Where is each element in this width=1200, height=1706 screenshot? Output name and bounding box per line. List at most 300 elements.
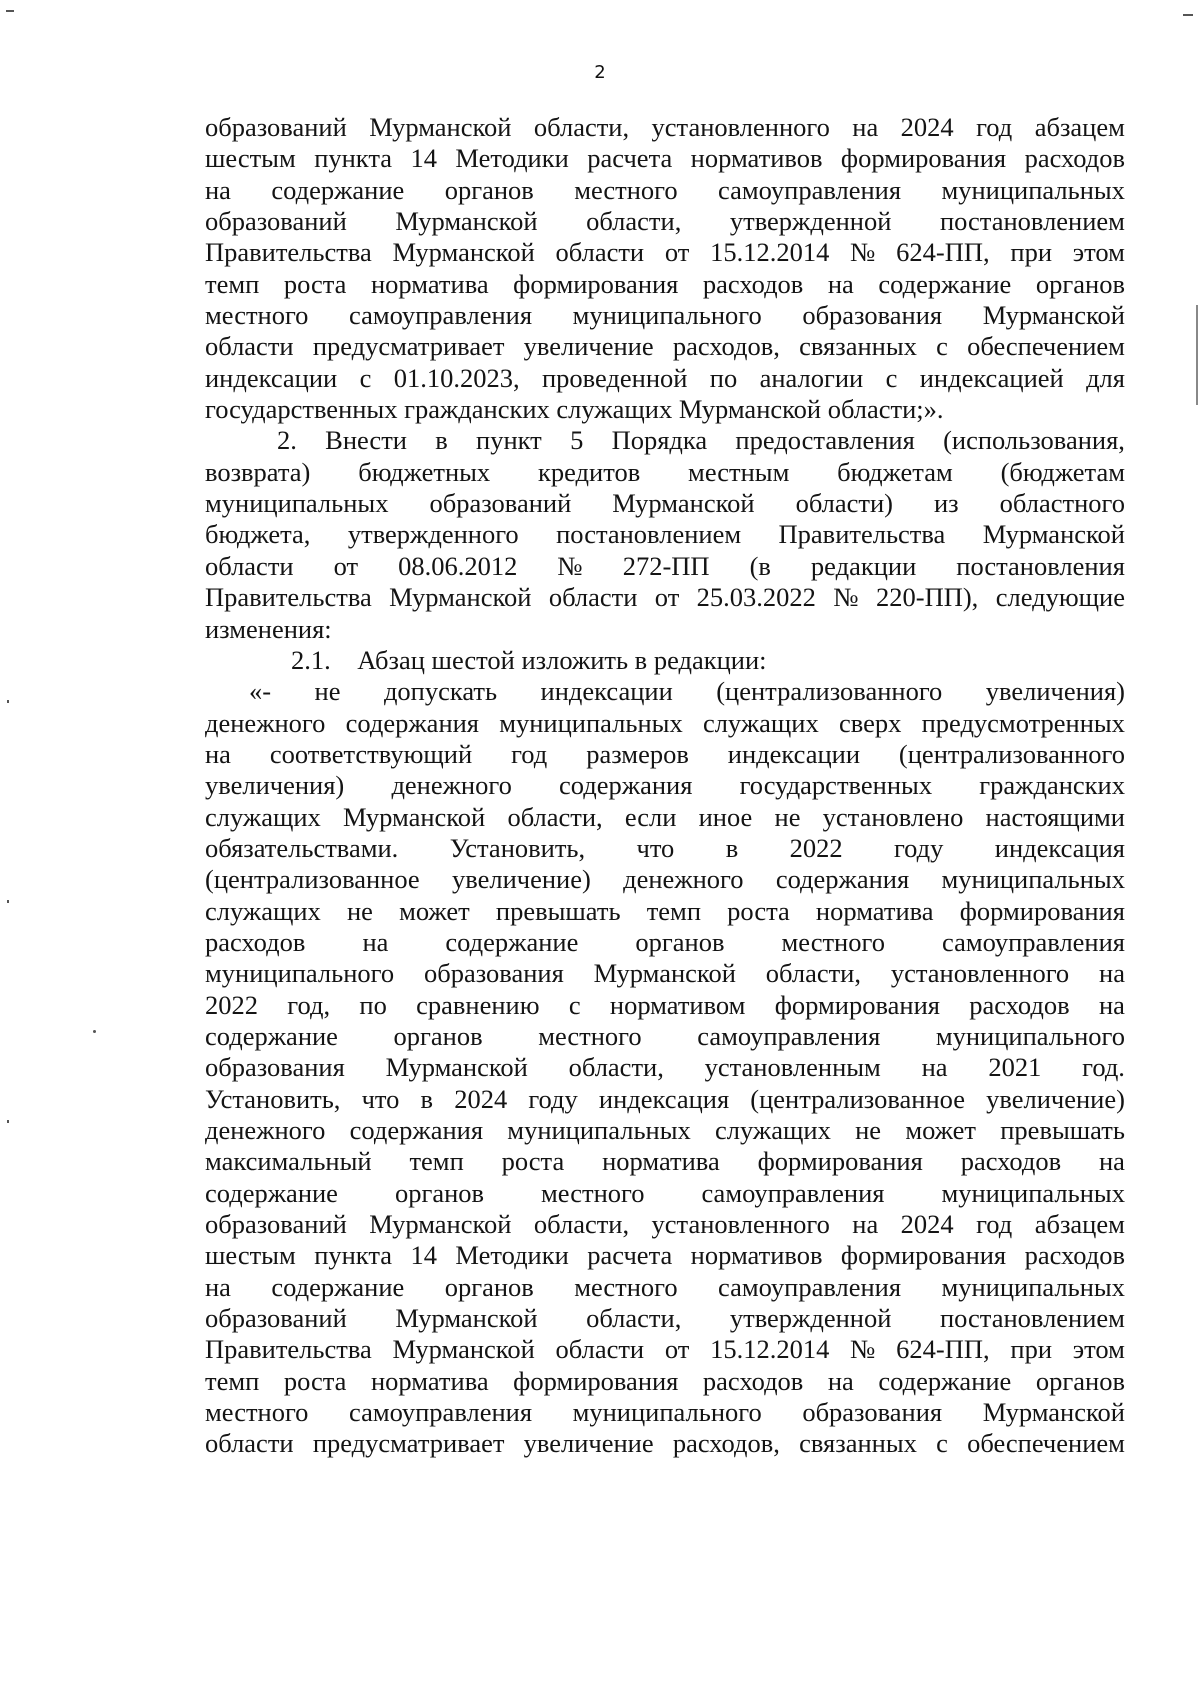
word: муниципального <box>572 1397 762 1428</box>
word: 272-ПП <box>622 550 710 581</box>
word: иное <box>698 801 753 832</box>
text-line <box>205 927 1125 958</box>
text-line <box>205 269 1125 300</box>
word: содержание <box>271 174 405 205</box>
word: обязательствами. <box>205 832 399 863</box>
word: абзацем <box>1034 112 1125 142</box>
text-line <box>205 457 1125 488</box>
word: содержания <box>345 707 479 738</box>
scan-mark-top-right <box>1183 14 1193 16</box>
word: нормативов <box>690 1240 823 1271</box>
word: самоуправления <box>349 300 533 331</box>
word: муниципальных <box>941 1271 1125 1302</box>
text-line <box>205 206 1125 237</box>
word: индексация <box>598 1083 730 1114</box>
word: формирования <box>840 1240 1007 1271</box>
word: сравнению <box>416 989 540 1020</box>
word: постановлением <box>556 519 742 550</box>
word: Мурманской <box>395 206 538 237</box>
word: с <box>936 1428 948 1459</box>
text-line <box>205 1334 1125 1365</box>
word: (в <box>749 550 771 581</box>
word: увеличение <box>523 1428 654 1459</box>
word: области) <box>795 488 893 519</box>
word: не <box>855 1115 882 1145</box>
text-line <box>205 708 1125 739</box>
word: муниципальных <box>941 174 1125 205</box>
word: области, <box>568 1052 664 1083</box>
word: расходов <box>969 989 1070 1020</box>
word: органов <box>444 1271 534 1302</box>
word: роста <box>501 1146 565 1177</box>
text-line <box>205 1303 1125 1334</box>
word: постановлением <box>939 206 1125 237</box>
word: расходов <box>960 1146 1062 1177</box>
word: области, <box>586 206 682 237</box>
word: денежного <box>205 1115 326 1145</box>
word: служащих <box>715 1115 831 1145</box>
word: год <box>976 1209 1013 1240</box>
word: Мурманской <box>385 1052 528 1083</box>
word: самоуправления <box>697 1020 881 1051</box>
text-line <box>205 1178 1125 1209</box>
word: (централизованного <box>898 738 1125 769</box>
word: 2. <box>277 425 297 456</box>
word: 220-ПП), <box>876 582 979 613</box>
word: образований <box>205 112 347 142</box>
word: на <box>362 926 389 957</box>
text-line <box>205 551 1125 582</box>
text-line <box>205 331 1125 362</box>
text-line <box>205 175 1125 206</box>
word: расходов <box>1024 1240 1125 1271</box>
word: связанных <box>799 331 917 362</box>
word: образования <box>423 958 564 989</box>
word: 14 <box>410 1240 437 1271</box>
word: расходов, <box>672 1428 780 1459</box>
word: образования <box>802 300 943 331</box>
word: не <box>314 676 341 707</box>
word: на <box>205 1271 231 1302</box>
word: что <box>636 832 675 863</box>
word: содержания <box>559 770 693 801</box>
word: области <box>205 1428 294 1459</box>
word: 624-ПП, <box>896 1334 990 1365</box>
word: из <box>934 488 959 519</box>
word: органов <box>444 174 534 205</box>
word: обеспечением <box>967 1428 1125 1459</box>
word: предусмотренных <box>921 707 1125 738</box>
word: местного <box>541 1177 645 1208</box>
word: самоуправления <box>718 1271 902 1302</box>
word: расходов <box>205 926 306 957</box>
word: Мурманской <box>342 801 486 832</box>
text-line <box>205 143 1125 174</box>
text-line <box>205 1366 1125 1397</box>
word: образования <box>802 1397 943 1428</box>
word: следующие <box>995 582 1125 613</box>
word: Мурманской <box>982 519 1125 550</box>
word: темп <box>205 1365 260 1396</box>
text-line <box>205 958 1125 989</box>
text-line <box>205 488 1125 519</box>
word: допускать <box>383 676 498 707</box>
word: образований <box>429 488 572 519</box>
word: муниципальных <box>941 864 1125 895</box>
word: на <box>827 268 854 299</box>
text-line <box>205 802 1125 833</box>
word: содержание <box>271 1271 405 1302</box>
word: Внести <box>325 425 407 456</box>
word: (централизованное <box>750 1083 965 1114</box>
word: 08.06.2012 <box>398 550 518 581</box>
word: 2022 <box>205 989 258 1020</box>
text-line <box>205 896 1125 927</box>
word: Мурманской <box>395 1303 538 1334</box>
word: (централизованное <box>205 864 420 895</box>
word: расходов <box>702 1365 804 1396</box>
word: в <box>435 425 448 456</box>
word: на <box>852 112 879 142</box>
word: норматива <box>370 268 489 299</box>
word: образования <box>205 1052 345 1083</box>
word: увеличения) <box>205 770 345 801</box>
word: образований <box>205 1303 347 1334</box>
word: области <box>205 550 294 581</box>
word: может <box>905 1115 976 1145</box>
word: что <box>361 1083 400 1114</box>
word: на <box>921 1052 948 1083</box>
word: Мурманской <box>392 1334 535 1365</box>
word: области, <box>533 112 630 142</box>
text-line: государственных гражданских служащих Мурманской области;». <box>205 394 944 425</box>
text-line <box>205 519 1125 550</box>
word: году <box>893 832 944 863</box>
word: на <box>852 1209 879 1240</box>
word: постановлением <box>939 1303 1125 1334</box>
word: служащих <box>702 707 819 738</box>
word: на <box>1098 989 1125 1020</box>
word: муниципального <box>205 958 395 989</box>
word: году <box>528 1083 578 1114</box>
word: на <box>827 1365 854 1396</box>
word: на <box>205 174 231 205</box>
scan-mark-left-3 <box>7 1120 9 1123</box>
word: формирования <box>774 989 940 1020</box>
word: области, <box>765 958 861 989</box>
text-line <box>205 1209 1125 1240</box>
word: индексации <box>727 738 860 769</box>
word: (бюджетам <box>1000 456 1125 487</box>
word: сверх <box>838 707 902 738</box>
word: с <box>885 362 898 393</box>
word: Мурманской <box>389 582 532 613</box>
word: превышать <box>1000 1115 1125 1145</box>
word: Мурманской <box>392 237 535 268</box>
word: № <box>850 237 876 268</box>
text-line <box>205 833 1125 864</box>
word: содержание <box>878 1365 1012 1396</box>
scan-mark-left-2 <box>7 900 9 903</box>
page-number: 2 <box>594 62 606 83</box>
word: государственных <box>739 770 933 801</box>
word: Мурманской <box>593 958 736 989</box>
word: постановления <box>956 550 1125 581</box>
word: Правительства <box>205 582 372 613</box>
word: норматива <box>370 1365 489 1396</box>
word: местного <box>574 174 678 205</box>
word: если <box>624 801 677 832</box>
word: роста <box>283 1365 347 1396</box>
word: Установить, <box>449 832 586 863</box>
word: установлено <box>822 801 964 832</box>
word: год, <box>287 989 331 1020</box>
word: может <box>399 895 470 926</box>
word: содержания <box>775 864 910 895</box>
word: самоуправления <box>349 1397 533 1428</box>
word: от <box>333 550 359 581</box>
scan-mark-left-1 <box>7 700 9 703</box>
word: Методики <box>455 1240 569 1271</box>
text-line <box>205 1052 1125 1083</box>
word: 2022 <box>789 832 843 863</box>
word: 2021 <box>988 1052 1042 1083</box>
word: муниципальных <box>941 1177 1125 1208</box>
word: расходов <box>702 268 804 299</box>
text-line <box>205 363 1125 394</box>
word: органов <box>393 1020 483 1051</box>
word: денежного <box>205 707 326 738</box>
document-body <box>205 112 1125 1460</box>
word: этом <box>1072 237 1125 268</box>
word: органов <box>1035 1365 1125 1396</box>
word: содержания <box>349 1115 484 1145</box>
word: самоуправления <box>701 1177 885 1208</box>
word: муниципальных <box>499 707 683 738</box>
word: формирования <box>840 143 1007 174</box>
word: служащих <box>205 801 321 832</box>
text-line <box>205 300 1125 331</box>
word: денежного <box>391 770 512 801</box>
word: формирования <box>513 1365 679 1396</box>
word: органов <box>394 1177 485 1208</box>
text-line <box>205 864 1125 895</box>
word: служащих <box>205 895 321 926</box>
word: местного <box>205 300 309 331</box>
word: индексацией <box>919 362 1064 393</box>
word: темп <box>205 268 260 299</box>
word: пункт <box>476 425 542 456</box>
word: пункта <box>314 143 392 174</box>
word: «- <box>249 676 272 707</box>
word: пункта <box>314 1240 392 1271</box>
word: предоставления <box>735 425 915 456</box>
word: утвержденного <box>347 519 519 550</box>
word: на <box>205 738 231 769</box>
word: норматива <box>815 895 934 926</box>
word: индексации <box>540 676 673 707</box>
text-line <box>205 1021 1125 1052</box>
word: шестым <box>205 1240 296 1271</box>
word: областного <box>999 488 1125 519</box>
word: № <box>850 1334 876 1365</box>
scan-dot <box>93 1030 96 1033</box>
word: с <box>568 989 581 1020</box>
word: образований <box>205 1209 347 1240</box>
word: формирования <box>513 268 679 299</box>
word: абзацем <box>1034 1209 1125 1240</box>
word: год <box>511 738 548 769</box>
word: местного <box>205 1397 309 1428</box>
word: предусматривает <box>312 331 505 362</box>
word: области <box>555 237 645 268</box>
word: расходов <box>1024 143 1125 174</box>
word: денежного <box>623 864 744 895</box>
word: бюджетам <box>837 456 953 487</box>
text-line: 2.1. Абзац шестой изложить в редакции: <box>291 644 767 675</box>
word: № <box>833 582 859 613</box>
word: области <box>548 582 638 613</box>
word: норматива <box>602 1146 720 1177</box>
word: бюджетных <box>358 456 491 487</box>
word: утвержденной <box>729 206 892 237</box>
text-line <box>205 770 1125 801</box>
word: при <box>1010 237 1053 268</box>
word: по <box>709 362 738 393</box>
word: бюджета, <box>205 519 311 550</box>
word: Правительства <box>205 1334 372 1365</box>
word: местного <box>781 926 885 957</box>
word: 624-ПП, <box>896 237 990 268</box>
word: органов <box>1035 268 1125 299</box>
word: предусматривает <box>312 1428 505 1459</box>
text-line <box>205 676 1125 707</box>
word: роста <box>283 268 347 299</box>
word: на <box>1098 1146 1125 1177</box>
text-line <box>205 1428 1125 1459</box>
word: расчета <box>587 143 673 174</box>
word: органов <box>635 926 725 957</box>
word: роста <box>727 895 790 926</box>
word: Методики <box>455 143 569 174</box>
word: местного <box>538 1020 642 1051</box>
word: муниципального <box>935 1020 1125 1051</box>
word: превышать <box>495 895 621 926</box>
word: образований <box>205 206 347 237</box>
word: установленным <box>704 1052 881 1083</box>
word: при <box>1010 1334 1053 1365</box>
scan-mark-right-edge <box>1196 305 1198 405</box>
word: установленного <box>651 112 830 142</box>
word: увеличения) <box>985 676 1125 707</box>
text-line <box>205 1084 1125 1115</box>
word: обеспечением <box>967 331 1125 362</box>
word: местным <box>688 456 790 487</box>
word: связанных <box>799 1428 917 1459</box>
word: гражданских <box>979 770 1125 801</box>
word: размеров <box>586 738 689 769</box>
word: от <box>664 1334 690 1365</box>
word: 5 <box>570 425 584 456</box>
word: установленного <box>651 1209 830 1240</box>
word: утвержденной <box>729 1303 892 1334</box>
word: № <box>557 550 583 581</box>
word: индексации <box>205 362 338 393</box>
word: аналогии <box>759 362 864 393</box>
word: настоящими <box>985 801 1125 832</box>
word: самоуправления <box>941 926 1125 957</box>
word: год. <box>1082 1052 1125 1083</box>
word: проведенной <box>541 362 688 393</box>
word: с <box>359 362 372 393</box>
text-line <box>205 739 1125 770</box>
word: области, <box>507 801 603 832</box>
word: муниципальных <box>205 488 389 519</box>
word: по <box>359 989 387 1020</box>
word: в <box>725 832 739 863</box>
word: максимальный <box>205 1146 372 1177</box>
word: увеличение) <box>986 1083 1125 1114</box>
word: Мурманской <box>369 1209 512 1240</box>
word: области <box>555 1334 645 1365</box>
text-line <box>205 1272 1125 1303</box>
word: муниципальных <box>507 1115 691 1145</box>
word: формирования <box>959 895 1125 926</box>
word: 15.12.2014 <box>710 237 830 268</box>
word: содержание <box>878 268 1012 299</box>
word: муниципального <box>572 300 762 331</box>
word: формирования <box>757 1146 923 1177</box>
text-line <box>205 1240 1125 1271</box>
word: увеличение <box>523 331 654 362</box>
word: 14 <box>410 143 437 174</box>
word: от <box>654 582 680 613</box>
text-line <box>205 1146 1125 1177</box>
word: Мурманской <box>369 112 512 142</box>
word: нормативов <box>690 143 823 174</box>
word: нормативом <box>609 989 746 1020</box>
word: 2024 <box>900 1209 954 1240</box>
word: 01.10.2023, <box>393 362 520 393</box>
text-line <box>205 1115 1125 1146</box>
word: индексация <box>994 832 1125 863</box>
word: от <box>664 237 690 268</box>
word: редакции <box>810 550 917 581</box>
word: области <box>205 331 294 362</box>
word: (централизованного <box>716 676 943 707</box>
word: 2024 <box>900 112 954 142</box>
word: содержание <box>445 926 579 957</box>
word: (использования, <box>943 425 1125 456</box>
word: области, <box>533 1209 630 1240</box>
word: расходов, <box>672 331 780 362</box>
word: расчета <box>587 1240 673 1271</box>
word: Правительства <box>778 519 946 550</box>
word: местного <box>574 1271 678 1302</box>
word: шестым <box>205 143 296 174</box>
word: Порядка <box>611 425 708 456</box>
text-line <box>205 582 1125 613</box>
word: Мурманской <box>612 488 755 519</box>
word: самоуправления <box>718 174 902 205</box>
word: год <box>976 112 1013 142</box>
word: темп <box>409 1146 464 1177</box>
word: кредитов <box>538 456 641 487</box>
word: темп <box>646 895 702 926</box>
text-line <box>205 1397 1125 1428</box>
word: 25.03.2022 <box>696 582 816 613</box>
word: Мурманской <box>982 300 1125 331</box>
